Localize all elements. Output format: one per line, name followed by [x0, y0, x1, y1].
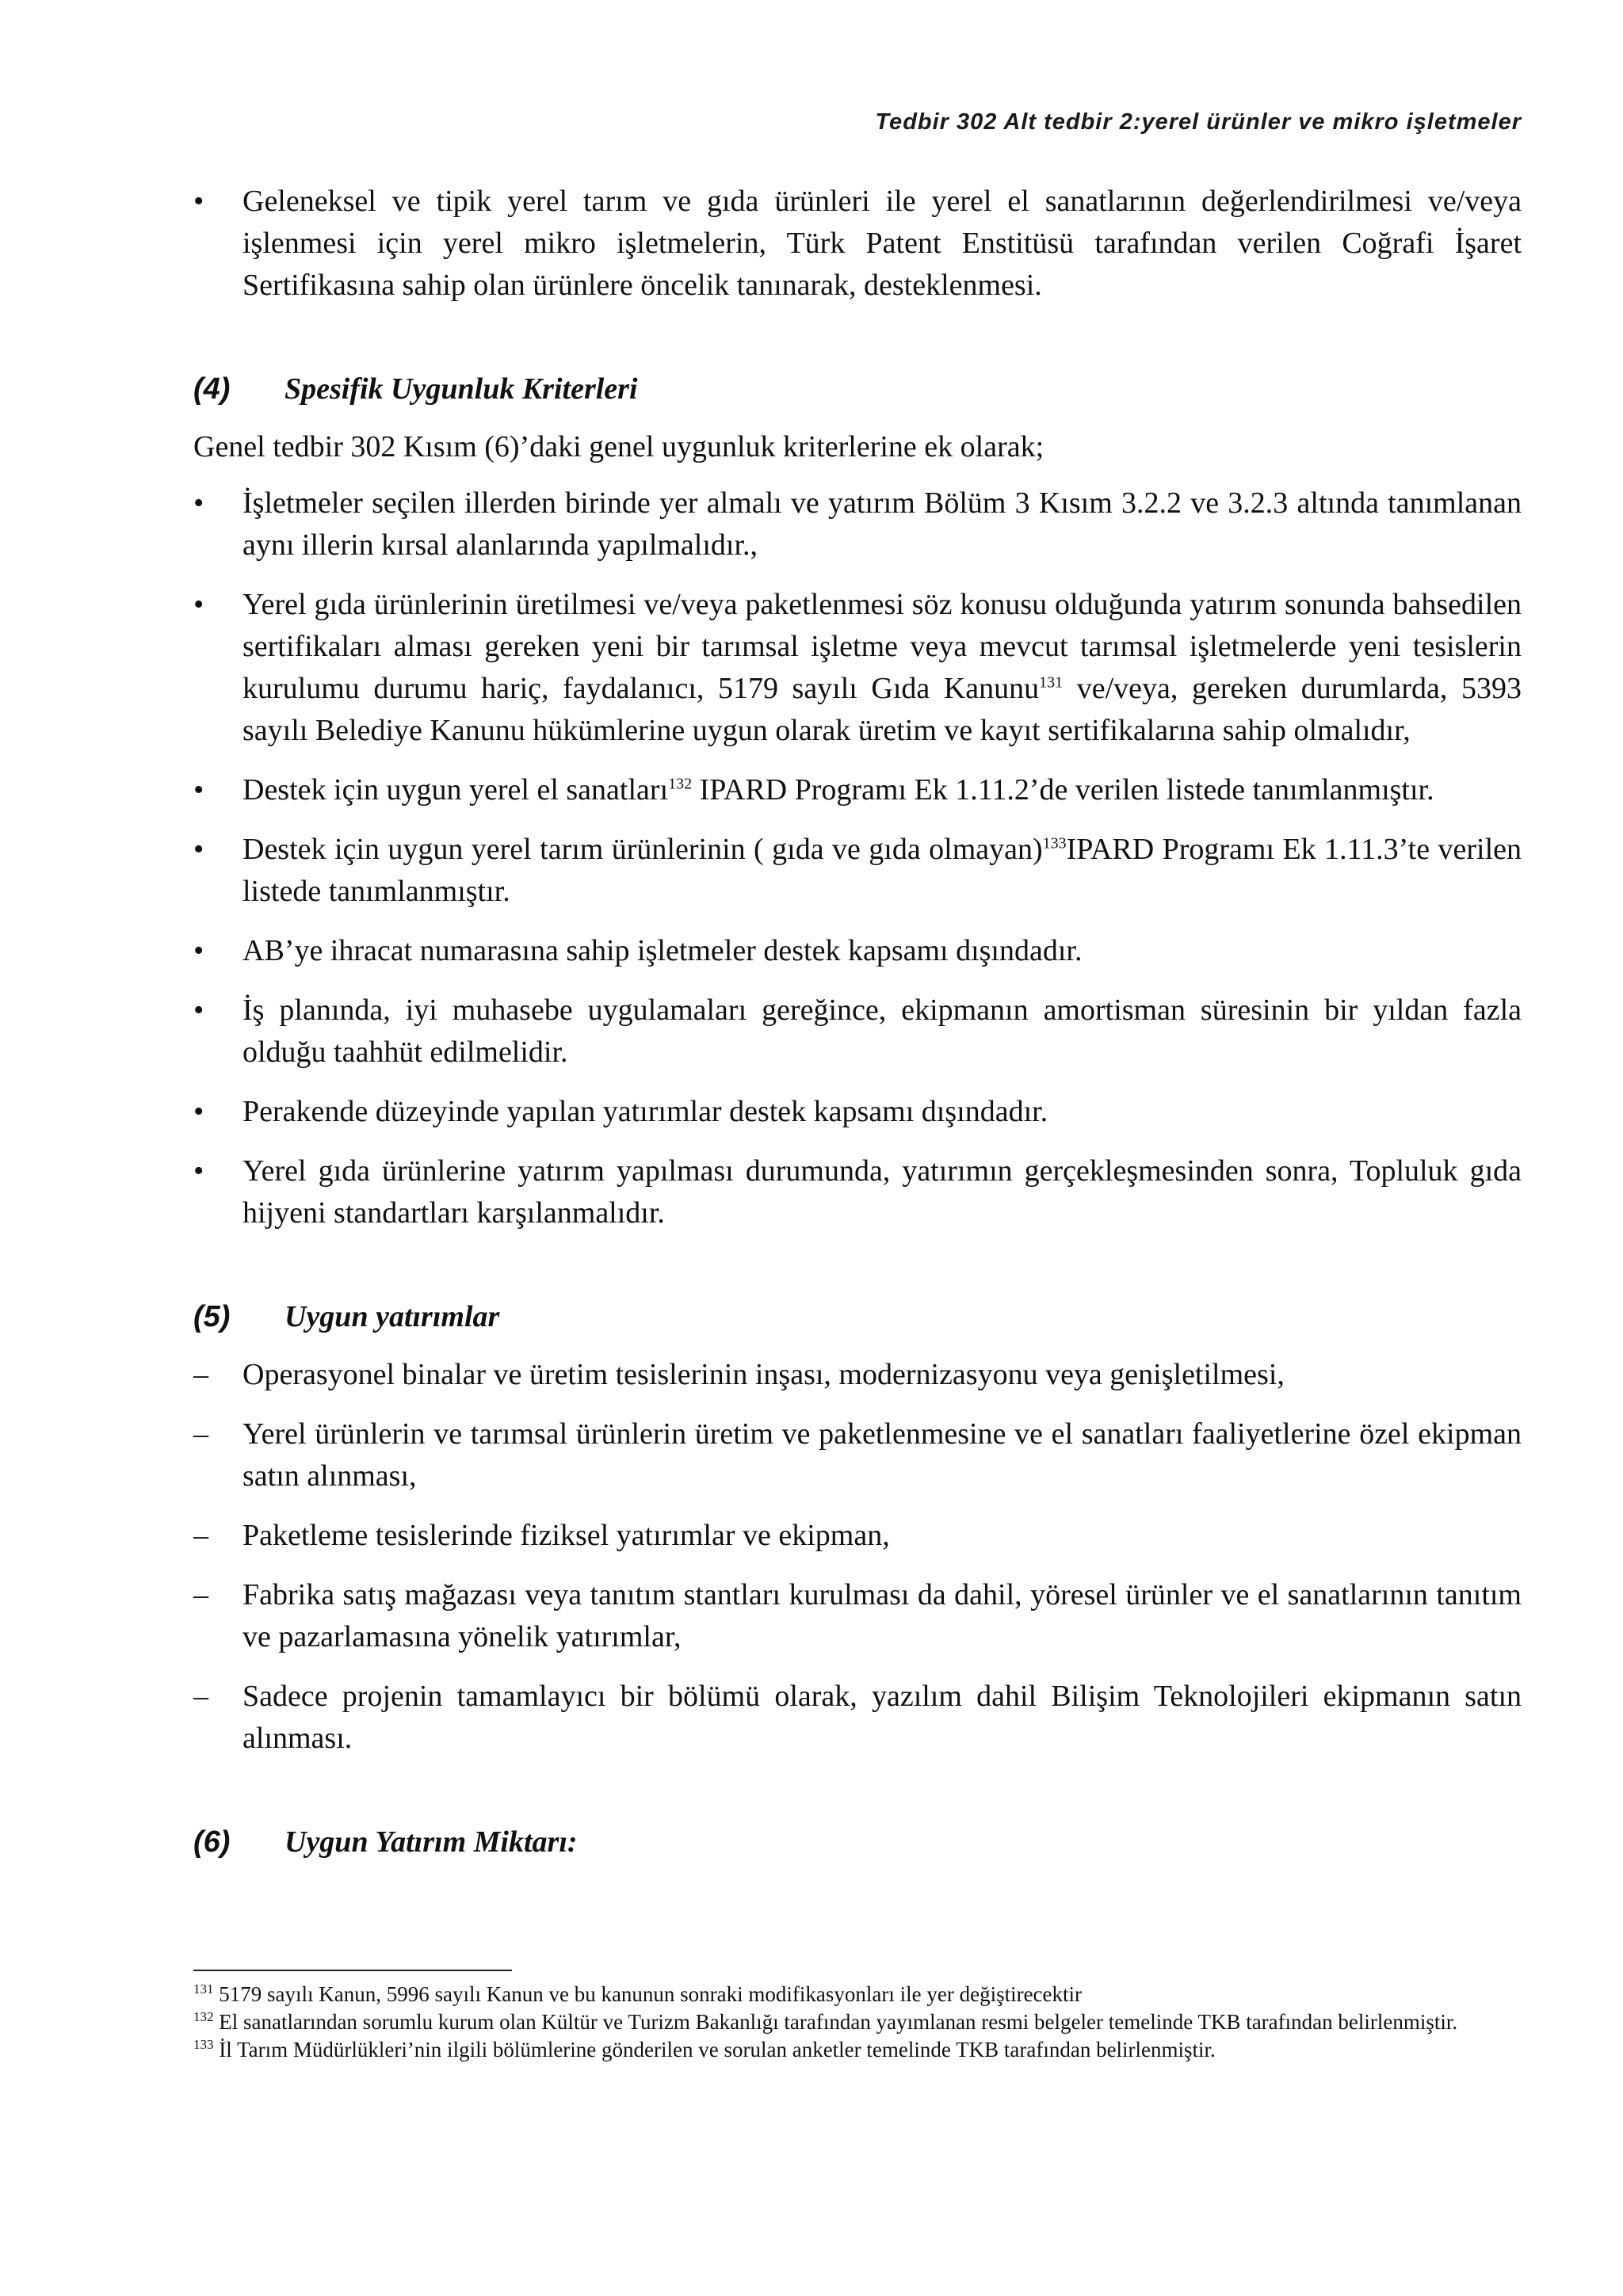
criteria-text-6: İş planında, iyi muhasebe uygulamaları gereğince, ekipmanın amortisman süresinin bir yıldan fazla olduğu taahhüt edilmelidir.: [242, 994, 1522, 1069]
section-4-number: (4): [193, 372, 231, 406]
investment-text-1: Operasyonel binalar ve üretim tesislerinin inşası, modernizasyonu veya genişletilmesi,: [242, 1358, 1285, 1391]
bullet-icon: •: [193, 185, 204, 218]
section-5-number: (5): [193, 1300, 231, 1333]
footnote-text: El sanatlarından sorumlu kurum olan Kültür ve Turizm Bakanlığı tarafından yayımlanan resmi belgeler temelinde TKB tarafından belirlenmiştir.: [213, 2010, 1458, 2034]
dash-icon: –: [193, 1578, 208, 1611]
criteria-bullet-7: [193, 1091, 1522, 1133]
dash-icon: –: [193, 1417, 208, 1451]
investment-item-5: [193, 1676, 1522, 1760]
investment-text-3: Paketleme tesislerinde fiziksel yatırımlar ve ekipman,: [242, 1519, 890, 1552]
investment-item-3: [193, 1515, 1522, 1557]
investment-item-1: [193, 1354, 1522, 1396]
footnote-text: İl Tarım Müdürlükleri’nin ilgili bölümlerine gönderilen ve sorulan anketler temelinde TKB tarafından belirlenmiştir.: [213, 2038, 1216, 2061]
section-6-heading: [193, 1821, 1522, 1863]
section-4-title: Spesifik Uygunluk Kriterleri: [285, 372, 638, 406]
bullet-icon: •: [193, 773, 204, 807]
investment-item-2: [193, 1413, 1522, 1497]
footnote-ref-131[interactable]: 131: [1039, 673, 1064, 692]
criteria-bullet-8: [193, 1150, 1522, 1234]
footnote-number: 132: [193, 2009, 214, 2024]
bullet-icon: •: [193, 1095, 204, 1128]
intro-bullet-item: [193, 181, 1522, 307]
criteria-bullet-5: [193, 930, 1522, 972]
footnote-131: [193, 1981, 1522, 2008]
section-4-intro: Genel tedbir 302 Kısım (6)’daki genel uygunluk kriterlerine ek olarak;: [193, 430, 1044, 463]
criteria-text-3b: IPARD Programı Ek 1.11.2’de verilen listede tanımlanmıştır.: [692, 773, 1434, 807]
criteria-bullet-4: [193, 829, 1522, 913]
bullet-icon: •: [193, 833, 204, 866]
criteria-text-3a: Destek için uygun yerel el sanatları: [242, 773, 669, 807]
criteria-text-4b: IPARD Programı Ek 1.11.3’te verilen listede tanımlanmıştır.: [242, 833, 1522, 908]
section-5-heading: [193, 1296, 1522, 1338]
footnote-132: [193, 2008, 1522, 2036]
footnote-number: 133: [193, 2037, 214, 2052]
criteria-bullet-6: [193, 990, 1522, 1074]
footnote-ref-132[interactable]: 132: [668, 775, 693, 793]
footnote-number: 131: [193, 1981, 214, 1997]
investment-text-5: Sadece projenin tamamlayıcı bir bölümü olarak, yazılım dahil Bilişim Teknolojileri ekipmanın satın alınması.: [242, 1680, 1522, 1755]
investment-item-4: [193, 1574, 1522, 1658]
section-6-title: Uygun Yatırım Miktarı:: [285, 1825, 578, 1859]
investment-text-2: Yerel ürünlerin ve tarımsal ürünlerin üretim ve paketlenmesine ve el sanatları faaliyetlerine özel ekipman satın alınması,: [242, 1417, 1522, 1493]
criteria-text-2a: Yerel gıda ürünlerinin üretilmesi ve/veya paketlenmesi söz konusu olduğunda yatırım sonunda bahsedilen sertifikaları alması gereken yeni bir tarımsal işletme veya mevcut tarımsal işletmelerde yeni tesislerin kurulumu durumu hariç, faydalanıcı, 5179 sayılı Gıda Kanunu: [242, 588, 1522, 705]
footnote-divider: [193, 1970, 512, 1971]
criteria-text-7: Perakende düzeyinde yapılan yatırımlar destek kapsamı dışındadır.: [242, 1095, 1048, 1128]
criteria-text-8: Yerel gıda ürünlerine yatırım yapılması durumunda, yatırımın gerçekleşmesinden sonra, Topluluk gıda hijyeni standartları karşılanmalıdır.: [242, 1154, 1522, 1230]
dash-icon: –: [193, 1680, 208, 1713]
section-4-heading: [193, 368, 1522, 410]
criteria-bullet-1: [193, 482, 1522, 566]
section-5-title: Uygun yatırımlar: [285, 1300, 500, 1333]
running-header: Tedbir 302 Alt tedbir 2:yerel ürünler ve mikro işletmeler: [875, 109, 1522, 135]
page-content: [193, 181, 1522, 1879]
bullet-icon: •: [193, 486, 204, 520]
criteria-text-4a: Destek için uygun yerel tarım ürünlerinin ( gıda ve gıda olmayan): [242, 833, 1043, 866]
bullet-icon: •: [193, 994, 204, 1027]
intro-bullet-text: Geleneksel ve tipik yerel tarım ve gıda ürünleri ile yerel el sanatlarının değerlendirilmesi ve/veya işlenmesi için yerel mikro işletmelerin, Türk Patent Enstitüsü tarafından verilen Coğrafi İşaret Sertifikasına sahip olan ürünlere öncelik tanınarak, desteklenmesi.: [242, 185, 1522, 302]
criteria-bullet-2: [193, 584, 1522, 752]
bullet-icon: •: [193, 588, 204, 621]
section-6-number: (6): [193, 1825, 231, 1859]
criteria-text-5: AB’ye ihracat numarasına sahip işletmeler destek kapsamı dışındadır.: [242, 934, 1083, 967]
footnote-133: [193, 2036, 1522, 2064]
dash-icon: –: [193, 1358, 208, 1391]
footnotes: [193, 1981, 1522, 2064]
criteria-text-1: İşletmeler seçilen illerden birinde yer almalı ve yatırım Bölüm 3 Kısım 3.2.2 ve 3.2.3 altında tanımlanan aynı illerin kırsal alanlarında yapılmalıdır.,: [242, 486, 1522, 562]
criteria-bullet-3: [193, 769, 1522, 811]
footnote-text: 5179 sayılı Kanun, 5996 sayılı Kanun ve bu kanunun sonraki modifikasyonları ile yer değiştirecektir: [213, 1982, 1083, 2006]
dash-icon: –: [193, 1519, 208, 1552]
investment-text-4: Fabrika satış mağazası veya tanıtım stantları kurulması da dahil, yöresel ürünler ve el sanatlarının tanıtım ve pazarlamasına yönelik yatırımlar,: [242, 1578, 1522, 1653]
footnote-ref-133[interactable]: 133: [1042, 834, 1067, 852]
criteria-text-2b: ve/veya, gereken durumlarda, 5393 sayılı Belediye Kanunu hükümlerine uygun olarak üretim ve kayıt sertifikalarına sahip olmalıdır,: [242, 672, 1522, 747]
bullet-icon: •: [193, 1154, 204, 1188]
bullet-icon: •: [193, 934, 204, 967]
